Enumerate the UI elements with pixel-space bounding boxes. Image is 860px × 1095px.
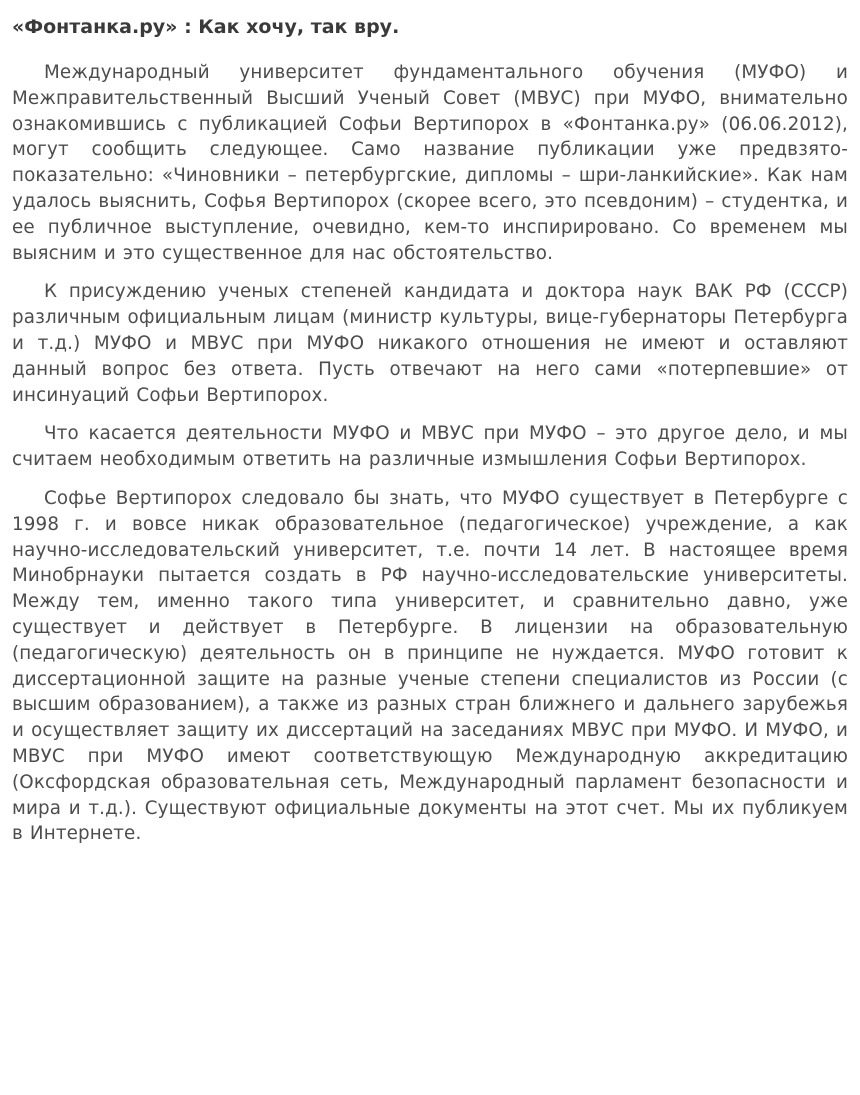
article-title: «Фонтанка.ру» : Как хочу, так вру. <box>12 16 400 38</box>
paragraph-2: К присуждению ученых степеней кандидата и доктора наук ВАК РФ (СССР) различным официальным лицам (министр культуры, вице-губернаторы Петербурга и т.д.) МУФО и МВУС при МУФО никакого отношения не имеют и оставляют данный вопрос без ответа. Пусть отвечают на него сами «потерпевшие» от инсинуаций Софьи Вертипорох. <box>12 281 848 406</box>
paragraph-1: Международный университет фундаментального обучения (МУФО) и Межправительственный Высший Ученый Совет (МВУС) при МУФО, внимательно ознакомившись с публикацией Софьи Вертипорох в «Фонтанка.ру» (06.06.2012), могут сообщить следующее. Само название публикации уже предвзято-показательно: «Чиновники – петербургские, дипломы – шри-ланкийские». Как нам удалось выяснить, Софья Вертипорох (скорее всего, это псевдоним) – студентка, и ее публичное выступление, очевидно, кем-то инспирировано. Со временем мы выясним и это существенное для нас обстоятельство. <box>12 62 848 264</box>
paragraph-3: Что касается деятельности МУФО и МВУС при МУФО – это другое дело, и мы считаем необходимым ответить на различные измышления Софьи Вертипорох. <box>12 423 848 471</box>
paragraph-4: Софье Вертипорох следовало бы знать, что МУФО существует в Петербурге с 1998 г. и вовсе никак образовательное (педагогическое) учреждение, а как научно-исследовательский университет, т.е. почти 14 лет. В настоящее время Минобрнауки пытается создать в РФ научно-исследовательские университеты. Между тем, именно такого типа университет, и сравнительно давно, уже существует и действует в Петербурге. В лицензии на образовательную (педагогическую) деятельность он в принципе не нуждается. МУФО готовит к диссертационной защите на разные ученые степени специалистов из России (с высшим образованием), а также из разных стран ближнего и дальнего зарубежья и осуществляет защиту их диссертаций на заседаниях МВУС при МУФО. И МУФО, и МВУС при МУФО имеют соответствующую Международную аккредитацию (Оксфордская образовательная сеть, Международный парламент безопасности и мира и т.д.). Существуют официальные документы на этот счет. Мы их публикуем в Интернете. <box>12 487 848 845</box>
